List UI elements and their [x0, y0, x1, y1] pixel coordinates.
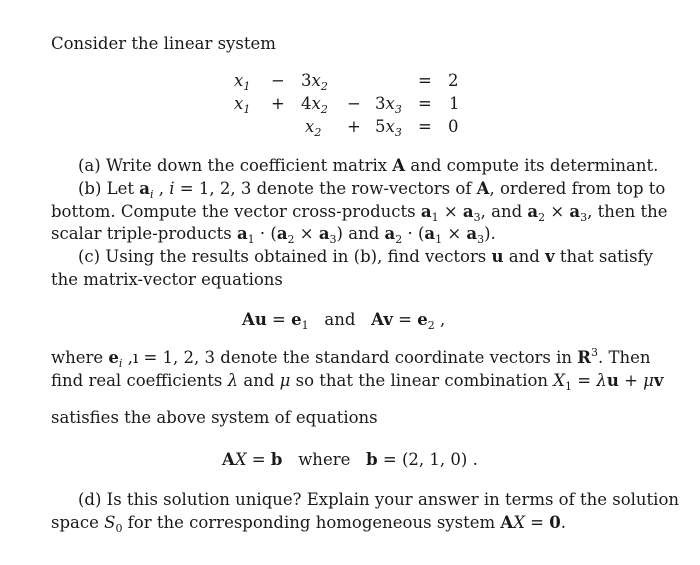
where-line1: where $e_i$ ,ı = 1, 2, 3 denote the standard coordinate vectors in $R^3$. Then — [51, 346, 651, 370]
part-b-line3: scalar triple-products $a_1 \cdot (a_2 \times a_3)$ and $a_2 \cdot (a_1 \times a_3)$. — [51, 224, 496, 246]
sys-r3-eq: = — [418, 117, 432, 136]
sys-r2-op1: + — [271, 94, 285, 113]
sys-r1-x2: $3x_2$ — [301, 71, 328, 93]
part-c-line1: (c) Using the results obtained in (b), find vectors u and v that satisfy — [78, 247, 653, 266]
sys-r2-rhs: 1 — [449, 94, 460, 113]
sys-r3-x3: $5x_3$ — [375, 117, 402, 139]
sys-r3-op1: + — [347, 117, 361, 136]
part-b-line2: bottom. Compute the vector cross-products $a_1 \times a_3$, and $a_2 \times a_3$, then the — [51, 202, 668, 224]
part-b-line1: (b) Let $a_i$ , i = 1, 2, 3 denote the row-vectors of A, ordered from top to — [78, 179, 666, 201]
part-d-line2: space $S_0$ for the corresponding homogeneous system AX = 0. — [51, 513, 566, 535]
part-a: (a) Write down the coefficient matrix A and compute its determinant. — [78, 156, 659, 175]
equation-axb: AX = b where b = (2, 1, 0) . — [222, 450, 478, 469]
sys-r3-x2: $x_2$ — [305, 117, 322, 139]
sys-r1-rhs: 2 — [448, 71, 459, 90]
where-line2: find real coefficients λ and μ so that the linear combination $X_1 = \lambda u + \mu v$ — [51, 371, 664, 393]
sys-r3-rhs: 0 — [448, 117, 459, 136]
sys-r2-eq: = — [418, 94, 432, 113]
equation-au-av: $Au = e_1$ and $Av = e_2$ , — [242, 310, 446, 332]
sys-r1-x1: $x_1$ — [234, 71, 251, 93]
sys-r1-eq: = — [418, 71, 432, 90]
part-d-line1: (d) Is this solution unique? Explain your answer in terms of the solution — [78, 490, 680, 509]
intro-text: Consider the linear system — [51, 34, 276, 53]
sys-r2-op2: − — [347, 94, 361, 113]
sys-r2-x3: $3x_3$ — [375, 94, 402, 116]
sys-r2-x1: $x_1$ — [234, 94, 251, 116]
satisfies-text: satisfies the above system of equations — [51, 408, 378, 427]
sys-r1-op1: − — [271, 71, 285, 90]
sys-r2-x2: $4x_2$ — [301, 94, 328, 116]
part-c-line2: the matrix-vector equations — [51, 270, 283, 289]
